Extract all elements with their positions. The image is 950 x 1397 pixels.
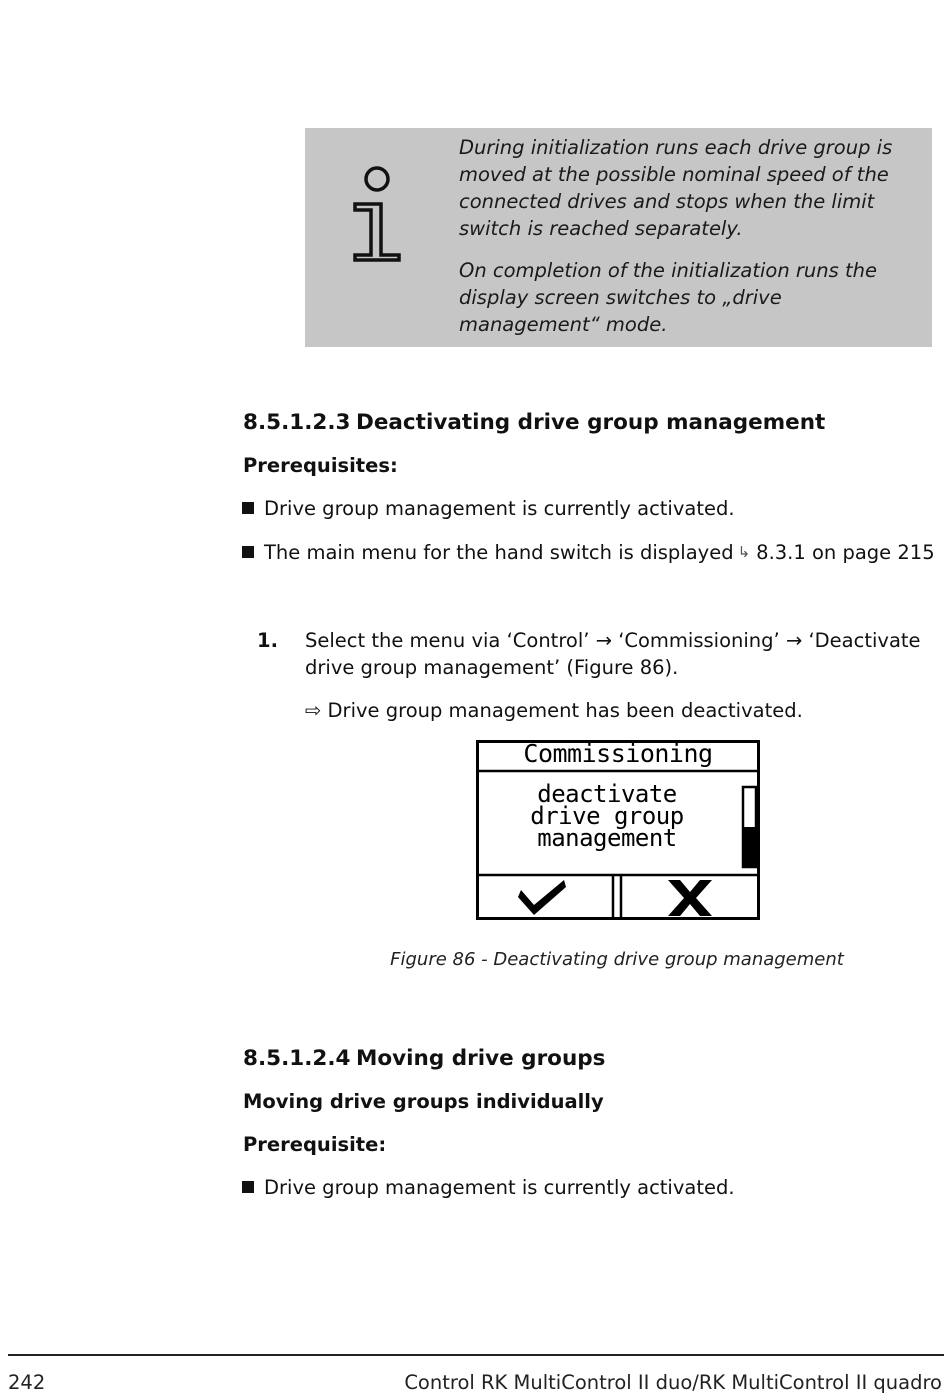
list-item-text: Drive group management is currently activated. bbox=[264, 1176, 735, 1199]
subheading: Moving drive groups individually bbox=[243, 1090, 604, 1113]
note-paragraph: On completion of the initialization runs the display screen switches to „drive management“ mode. bbox=[459, 259, 877, 336]
section-number: 8.5.1.2.4 bbox=[243, 1046, 351, 1071]
list-item-text: Drive group management is currently activated. bbox=[264, 497, 735, 520]
cross-reference-icon: ↳ bbox=[737, 543, 751, 561]
bullet-square bbox=[242, 1181, 254, 1193]
section-heading bbox=[243, 409, 825, 437]
prerequisite-label: Prerequisite: bbox=[243, 1133, 387, 1156]
list-item bbox=[242, 539, 935, 566]
list-item bbox=[242, 1175, 735, 1201]
note-paragraph: During initialization runs each drive group is moved at the possible nominal speed of the connected drives and stops when the limit switch is reached separately. bbox=[459, 136, 893, 240]
screen-line: management bbox=[537, 824, 677, 852]
info-icon bbox=[351, 164, 403, 264]
section-title: Moving drive groups bbox=[356, 1046, 606, 1071]
section-title: Deactivating drive group management bbox=[356, 410, 826, 435]
prerequisites-label: Prerequisites: bbox=[243, 454, 398, 477]
list-item bbox=[242, 496, 735, 522]
step-number: 1. bbox=[257, 629, 278, 652]
info-note bbox=[305, 128, 932, 347]
screen-line: deactivate bbox=[537, 780, 677, 808]
step-result: ⇨ Drive group management has been deactivated. bbox=[305, 699, 803, 722]
bullet-square bbox=[242, 546, 254, 558]
screen-line: drive group bbox=[530, 802, 684, 830]
bullet-square bbox=[242, 502, 254, 514]
screen-message bbox=[494, 780, 720, 852]
list-item-text: The main menu for the hand switch is displayed bbox=[264, 541, 734, 564]
note-text bbox=[459, 134, 919, 353]
footer-divider bbox=[8, 1354, 944, 1356]
section-heading bbox=[243, 1045, 605, 1073]
section-number: 8.5.1.2.3 bbox=[243, 410, 351, 435]
screen-title: Commissioning bbox=[523, 739, 713, 768]
page-reference-link[interactable]: 8.3.1 on page 215 bbox=[756, 541, 935, 564]
step-text: Select the menu via ‘Control’ → ‘Commissioning’ → ‘Deactivate drive group management’ (Figure 86). bbox=[305, 629, 921, 679]
scrollbar-thumb bbox=[743, 827, 756, 867]
document-title: Control RK MultiControl II duo/RK MultiControl II quadro bbox=[404, 1371, 942, 1394]
page-number: 242 bbox=[8, 1371, 46, 1394]
figure-caption: Figure 86 - Deactivating drive group management bbox=[390, 949, 844, 970]
